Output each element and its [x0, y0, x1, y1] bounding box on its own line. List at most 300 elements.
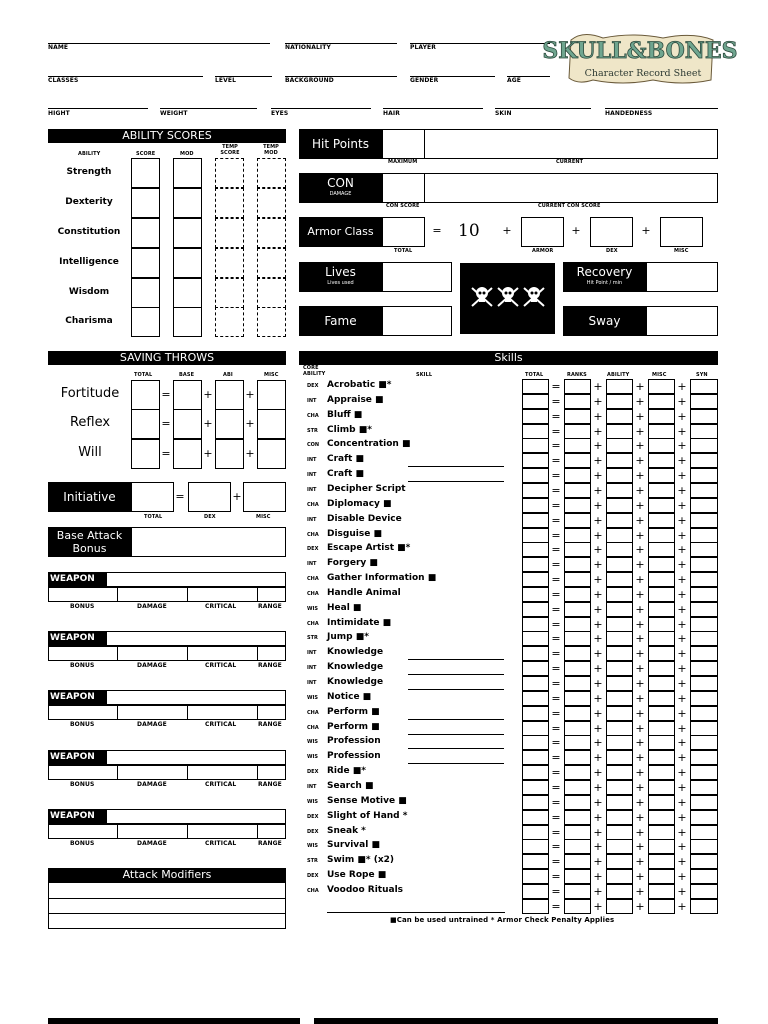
- height-field[interactable]: [48, 107, 148, 109]
- skill-ranks-box[interactable]: [564, 795, 591, 810]
- ability-temp-score-box[interactable]: [215, 248, 244, 278]
- skill-ranks-box[interactable]: [564, 379, 591, 394]
- skill-total-box[interactable]: [522, 676, 549, 691]
- skill-misc-box[interactable]: [648, 468, 675, 483]
- skill-syn-box[interactable]: [690, 735, 718, 750]
- skill-misc-box[interactable]: [648, 691, 675, 706]
- weapon-bonus-field[interactable]: [48, 705, 118, 720]
- skill-total-box[interactable]: [522, 899, 549, 914]
- skill-total-box[interactable]: [522, 498, 549, 513]
- ac-dex-box[interactable]: [590, 217, 633, 247]
- skill-misc-box[interactable]: [648, 825, 675, 840]
- skill-name: Concentration ■: [327, 439, 411, 449]
- skill-misc-box[interactable]: [648, 899, 675, 914]
- weapon-critical-field[interactable]: [187, 587, 258, 602]
- bab-line-2: Bonus: [72, 542, 107, 555]
- skill-ranks-box[interactable]: [564, 750, 591, 765]
- skill-total-box[interactable]: [522, 631, 549, 646]
- initiative-total-box[interactable]: [131, 482, 174, 512]
- skill-syn-box[interactable]: [690, 409, 718, 424]
- weapon-damage-field[interactable]: [117, 705, 188, 720]
- con-score-box[interactable]: [382, 173, 425, 203]
- skill-misc-box[interactable]: [648, 780, 675, 795]
- hair-field[interactable]: [383, 107, 483, 109]
- skill-ability-box[interactable]: [606, 676, 633, 691]
- skill-ability-box[interactable]: [606, 735, 633, 750]
- save-abi-box[interactable]: [215, 409, 244, 439]
- skill-ranks-box[interactable]: [564, 453, 591, 468]
- recovery-box[interactable]: [646, 262, 718, 292]
- skill-misc-box[interactable]: [648, 572, 675, 587]
- skill-syn-box[interactable]: [690, 884, 718, 899]
- skin-field[interactable]: [495, 107, 591, 109]
- skill-row: [300, 424, 720, 439]
- skills-col-total: TOTAL: [525, 372, 544, 378]
- skill-total-box[interactable]: [522, 513, 549, 528]
- skill-ranks-box[interactable]: [564, 676, 591, 691]
- skill-total-box[interactable]: [522, 839, 549, 854]
- skill-syn-box[interactable]: [690, 661, 718, 676]
- ability-score-box[interactable]: [131, 218, 160, 248]
- skill-total-box[interactable]: [522, 780, 549, 795]
- skill-name: Intimidate ■: [327, 618, 392, 628]
- ability-score-box[interactable]: [131, 307, 160, 337]
- skill-misc-box[interactable]: [648, 587, 675, 602]
- weapon-range-field[interactable]: [257, 646, 286, 661]
- skill-misc-box[interactable]: [648, 528, 675, 543]
- ability-temp-mod-box[interactable]: [257, 278, 286, 308]
- skill-syn-box[interactable]: [690, 825, 718, 840]
- ability-temp-mod-box[interactable]: [257, 158, 286, 188]
- skill-misc-box[interactable]: [648, 498, 675, 513]
- ability-score-box[interactable]: [131, 248, 160, 278]
- skill-ranks-box[interactable]: [564, 602, 591, 617]
- skill-ranks-box[interactable]: [564, 661, 591, 676]
- lives-box[interactable]: [382, 262, 452, 292]
- skill-misc-box[interactable]: [648, 513, 675, 528]
- weapon-damage-field[interactable]: [117, 587, 188, 602]
- skill-syn-box[interactable]: [690, 542, 718, 557]
- initiative-dex-box[interactable]: [188, 482, 231, 512]
- ability-temp-mod-box[interactable]: [257, 248, 286, 278]
- skill-name: Disguise ■: [327, 529, 382, 539]
- skill-syn-box[interactable]: [690, 498, 718, 513]
- skill-ability-box[interactable]: [606, 825, 633, 840]
- skill-ranks-box[interactable]: [564, 765, 591, 780]
- skill-ranks-box[interactable]: [564, 617, 591, 632]
- skill-misc-box[interactable]: [648, 735, 675, 750]
- weapon-critical-field[interactable]: [187, 646, 258, 661]
- skill-syn-box[interactable]: [690, 854, 718, 869]
- save-total-box[interactable]: [131, 409, 160, 439]
- skill-total-box[interactable]: [522, 869, 549, 884]
- ability-mod-box[interactable]: [173, 278, 202, 308]
- skill-total-box[interactable]: [522, 795, 549, 810]
- skill-misc-box[interactable]: [648, 839, 675, 854]
- skill-ability-box[interactable]: [606, 572, 633, 587]
- skill-subtype-line[interactable]: [408, 659, 504, 660]
- ability-name-wisdom: Wisdom: [68, 287, 110, 297]
- skill-misc-box[interactable]: [648, 453, 675, 468]
- skill-row: [300, 884, 720, 899]
- skill-ability-box[interactable]: [606, 780, 633, 795]
- weapon-name-field[interactable]: [106, 690, 286, 705]
- skill-ranks-box[interactable]: [564, 542, 591, 557]
- skill-syn-box[interactable]: [690, 468, 718, 483]
- skill-ranks-box[interactable]: [564, 780, 591, 795]
- save-misc-box[interactable]: [257, 380, 286, 410]
- skill-ability-box[interactable]: [606, 542, 633, 557]
- skill-equals: =: [551, 885, 561, 898]
- skill-ranks-box[interactable]: [564, 631, 591, 646]
- ability-score-box[interactable]: [131, 278, 160, 308]
- skill-ability-box[interactable]: [606, 483, 633, 498]
- skill-ranks-box[interactable]: [564, 721, 591, 736]
- skill-row: [300, 438, 720, 453]
- skill-ability-box[interactable]: [606, 528, 633, 543]
- ability-score-box[interactable]: [131, 188, 160, 218]
- skill-misc-box[interactable]: [648, 424, 675, 439]
- skill-total-box[interactable]: [522, 810, 549, 825]
- skill-total-box[interactable]: [522, 557, 549, 572]
- skill-syn-box[interactable]: [690, 839, 718, 854]
- skill-syn-box[interactable]: [690, 721, 718, 736]
- skill-ability-box[interactable]: [606, 691, 633, 706]
- skill-ability-box[interactable]: [606, 884, 633, 899]
- skill-misc-box[interactable]: [648, 661, 675, 676]
- save-total-box[interactable]: [131, 380, 160, 410]
- weapon-critical-field[interactable]: [187, 765, 258, 780]
- weapon-bonus-field[interactable]: [48, 587, 118, 602]
- skill-plus: +: [635, 425, 645, 438]
- skill-total-box[interactable]: [522, 706, 549, 721]
- skill-syn-box[interactable]: [690, 810, 718, 825]
- skill-total-box[interactable]: [522, 542, 549, 557]
- weapon-damage-field[interactable]: [117, 765, 188, 780]
- skill-total-box[interactable]: [522, 617, 549, 632]
- weapon-range-field[interactable]: [257, 705, 286, 720]
- skill-total-box[interactable]: [522, 854, 549, 869]
- skill-ranks-box[interactable]: [564, 869, 591, 884]
- weapon-critical-field[interactable]: [187, 824, 258, 839]
- skill-syn-box[interactable]: [690, 631, 718, 646]
- skill-syn-box[interactable]: [690, 438, 718, 453]
- ability-temp-mod-box[interactable]: [257, 307, 286, 337]
- save-abi-box[interactable]: [215, 439, 244, 469]
- skill-total-box[interactable]: [522, 587, 549, 602]
- hit-points-current-box[interactable]: [424, 129, 718, 159]
- skill-syn-box[interactable]: [690, 869, 718, 884]
- skill-plus: +: [593, 439, 603, 452]
- ability-temp-score-box[interactable]: [215, 218, 244, 248]
- skill-syn-box[interactable]: [690, 602, 718, 617]
- skill-ranks-box[interactable]: [564, 424, 591, 439]
- skill-subtype-line[interactable]: [408, 748, 504, 749]
- skill-syn-box[interactable]: [690, 513, 718, 528]
- skill-syn-box[interactable]: [690, 750, 718, 765]
- skill-syn-box[interactable]: [690, 379, 718, 394]
- ability-score-box[interactable]: [131, 158, 160, 188]
- weapon-bonus-field[interactable]: [48, 824, 118, 839]
- skill-total-box[interactable]: [522, 765, 549, 780]
- skill-ability-box[interactable]: [606, 498, 633, 513]
- skill-total-box[interactable]: [522, 572, 549, 587]
- skill-ability-box[interactable]: [606, 409, 633, 424]
- skill-syn-box[interactable]: [690, 572, 718, 587]
- initiative-misc-box[interactable]: [243, 482, 286, 512]
- skill-syn-box[interactable]: [690, 557, 718, 572]
- skill-syn-box[interactable]: [690, 899, 718, 914]
- ability-mod-box[interactable]: [173, 158, 202, 188]
- ability-temp-mod-box[interactable]: [257, 218, 286, 248]
- skill-misc-box[interactable]: [648, 721, 675, 736]
- ac-armor-box[interactable]: [521, 217, 564, 247]
- skill-misc-box[interactable]: [648, 676, 675, 691]
- skill-misc-box[interactable]: [648, 379, 675, 394]
- skill-syn-box[interactable]: [690, 453, 718, 468]
- hit-points-maximum-box[interactable]: [382, 129, 425, 159]
- ability-temp-score-box[interactable]: [215, 307, 244, 337]
- skill-ranks-box[interactable]: [564, 899, 591, 914]
- sway-box[interactable]: [646, 306, 718, 336]
- skill-syn-box[interactable]: [690, 780, 718, 795]
- skill-ranks-box[interactable]: [564, 468, 591, 483]
- skill-row: [300, 721, 720, 736]
- skill-ability-box[interactable]: [606, 706, 633, 721]
- skill-ranks-box[interactable]: [564, 735, 591, 750]
- ability-mod-box[interactable]: [173, 188, 202, 218]
- skill-name: Perform ■: [327, 707, 380, 717]
- skill-ranks-box[interactable]: [564, 839, 591, 854]
- skill-ability-box[interactable]: [606, 795, 633, 810]
- skill-ability-box[interactable]: [606, 379, 633, 394]
- skill-total-box[interactable]: [522, 646, 549, 661]
- skill-ability-box[interactable]: [606, 854, 633, 869]
- skill-ability-box[interactable]: [606, 810, 633, 825]
- weapon-name-field[interactable]: [106, 750, 286, 765]
- ability-temp-score-box[interactable]: [215, 188, 244, 218]
- skill-total-box[interactable]: [522, 453, 549, 468]
- weapon-name-field[interactable]: [106, 631, 286, 646]
- skill-misc-box[interactable]: [648, 765, 675, 780]
- skill-row: [300, 735, 720, 750]
- skill-ability-box[interactable]: [606, 765, 633, 780]
- save-total-box[interactable]: [131, 439, 160, 469]
- skill-total-box[interactable]: [522, 483, 549, 498]
- ability-mod-box[interactable]: [173, 307, 202, 337]
- skill-misc-box[interactable]: [648, 750, 675, 765]
- skill-ability-box[interactable]: [606, 869, 633, 884]
- skill-syn-box[interactable]: [690, 646, 718, 661]
- skill-ranks-box[interactable]: [564, 409, 591, 424]
- weapon-name-field[interactable]: [106, 572, 286, 587]
- skill-misc-box[interactable]: [648, 795, 675, 810]
- save-base-box[interactable]: [173, 409, 202, 439]
- current-con-score-box[interactable]: [424, 173, 718, 203]
- skill-equals: =: [551, 796, 561, 809]
- skill-ability-box[interactable]: [606, 513, 633, 528]
- skill-misc-box[interactable]: [648, 869, 675, 884]
- save-abi-box[interactable]: [215, 380, 244, 410]
- skill-ranks-box[interactable]: [564, 483, 591, 498]
- skill-misc-box[interactable]: [648, 542, 675, 557]
- skill-row: [300, 513, 720, 528]
- weight-field[interactable]: [160, 107, 257, 109]
- skill-custom-line[interactable]: [327, 912, 505, 913]
- weapon-range-field[interactable]: [257, 587, 286, 602]
- skill-total-box[interactable]: [522, 438, 549, 453]
- skill-misc-box[interactable]: [648, 706, 675, 721]
- col-mod-label: MOD: [180, 151, 194, 157]
- save-base-box[interactable]: [173, 380, 202, 410]
- skill-ranks-box[interactable]: [564, 810, 591, 825]
- ac-total-box[interactable]: [382, 217, 425, 247]
- skill-ability-box[interactable]: [606, 557, 633, 572]
- save-misc-box[interactable]: [257, 409, 286, 439]
- skill-ability-box[interactable]: [606, 617, 633, 632]
- skill-ability-box[interactable]: [606, 424, 633, 439]
- skill-ability-box[interactable]: [606, 899, 633, 914]
- skill-ranks-box[interactable]: [564, 706, 591, 721]
- skill-ranks-box[interactable]: [564, 528, 591, 543]
- skill-total-box[interactable]: [522, 825, 549, 840]
- skill-total-box[interactable]: [522, 661, 549, 676]
- ability-temp-mod-box[interactable]: [257, 188, 286, 218]
- skill-syn-box[interactable]: [690, 795, 718, 810]
- skill-subtype-line[interactable]: [408, 674, 504, 675]
- skill-misc-box[interactable]: [648, 394, 675, 409]
- skill-ability-box[interactable]: [606, 453, 633, 468]
- skill-ranks-box[interactable]: [564, 513, 591, 528]
- weapon-range-field[interactable]: [257, 824, 286, 839]
- skill-total-box[interactable]: [522, 394, 549, 409]
- skill-ranks-box[interactable]: [564, 646, 591, 661]
- skill-misc-box[interactable]: [648, 810, 675, 825]
- skill-ranks-box[interactable]: [564, 854, 591, 869]
- skill-misc-box[interactable]: [648, 557, 675, 572]
- skill-misc-box[interactable]: [648, 438, 675, 453]
- skill-subtype-line[interactable]: [408, 719, 504, 720]
- skill-total-box[interactable]: [522, 468, 549, 483]
- save-misc-box[interactable]: [257, 439, 286, 469]
- col-ability-label: ABILITY: [78, 151, 101, 157]
- skill-total-box[interactable]: [522, 528, 549, 543]
- skill-total-box[interactable]: [522, 735, 549, 750]
- skill-ability-box[interactable]: [606, 839, 633, 854]
- skill-syn-box[interactable]: [690, 528, 718, 543]
- skill-misc-box[interactable]: [648, 884, 675, 899]
- skill-ranks-box[interactable]: [564, 825, 591, 840]
- skill-ranks-box[interactable]: [564, 498, 591, 513]
- skill-ability-box[interactable]: [606, 646, 633, 661]
- skill-ability-box[interactable]: [606, 602, 633, 617]
- skill-ability-box[interactable]: [606, 468, 633, 483]
- skill-total-box[interactable]: [522, 424, 549, 439]
- weapon-critical-field[interactable]: [187, 705, 258, 720]
- skill-ranks-box[interactable]: [564, 557, 591, 572]
- skill-syn-box[interactable]: [690, 394, 718, 409]
- name-field[interactable]: [48, 42, 270, 44]
- skill-syn-box[interactable]: [690, 706, 718, 721]
- skill-ability-box[interactable]: [606, 587, 633, 602]
- skill-ability: INT: [307, 561, 317, 567]
- ability-mod-box[interactable]: [173, 218, 202, 248]
- skill-total-box[interactable]: [522, 721, 549, 736]
- skill-syn-box[interactable]: [690, 691, 718, 706]
- skill-ability-box[interactable]: [606, 438, 633, 453]
- handedness-field[interactable]: [605, 107, 718, 109]
- attack-modifiers-box[interactable]: [48, 882, 286, 929]
- skill-misc-box[interactable]: [648, 854, 675, 869]
- skill-syn-box[interactable]: [690, 483, 718, 498]
- skill-subtype-line[interactable]: [408, 466, 504, 467]
- skill-ranks-box[interactable]: [564, 572, 591, 587]
- skill-row: [300, 587, 720, 602]
- skill-misc-box[interactable]: [648, 617, 675, 632]
- skill-ability-box[interactable]: [606, 661, 633, 676]
- skill-misc-box[interactable]: [648, 602, 675, 617]
- ability-temp-score-box[interactable]: [215, 158, 244, 188]
- skill-name: Decipher Script: [327, 484, 406, 494]
- skill-total-box[interactable]: [522, 750, 549, 765]
- skill-ranks-box[interactable]: [564, 438, 591, 453]
- skill-misc-box[interactable]: [648, 409, 675, 424]
- skill-syn-box[interactable]: [690, 765, 718, 780]
- base-attack-bonus-box[interactable]: [131, 527, 286, 557]
- skill-ability-box[interactable]: [606, 394, 633, 409]
- skill-equals: =: [551, 558, 561, 571]
- weapon-name-field[interactable]: [106, 809, 286, 824]
- save-plus: +: [203, 388, 213, 401]
- skill-total-box[interactable]: [522, 379, 549, 394]
- save-base-box[interactable]: [173, 439, 202, 469]
- skill-ranks-box[interactable]: [564, 394, 591, 409]
- weapon-damage-field[interactable]: [117, 646, 188, 661]
- skill-syn-box[interactable]: [690, 617, 718, 632]
- ability-name-constitution: Constitution: [57, 227, 121, 237]
- skill-subtype-line[interactable]: [408, 689, 504, 690]
- ability-mod-box[interactable]: [173, 248, 202, 278]
- skill-plus: +: [677, 662, 687, 675]
- skill-total-box[interactable]: [522, 884, 549, 899]
- ac-misc-box[interactable]: [660, 217, 703, 247]
- weapon-bonus-field[interactable]: [48, 765, 118, 780]
- ability-temp-score-box[interactable]: [215, 278, 244, 308]
- skill-syn-box[interactable]: [690, 676, 718, 691]
- skill-total-box[interactable]: [522, 602, 549, 617]
- skill-subtype-line[interactable]: [408, 481, 504, 482]
- skill-syn-box[interactable]: [690, 424, 718, 439]
- fame-box[interactable]: [382, 306, 452, 336]
- skill-misc-box[interactable]: [648, 483, 675, 498]
- skill-total-box[interactable]: [522, 691, 549, 706]
- eyes-field[interactable]: [271, 107, 371, 109]
- skill-syn-box[interactable]: [690, 587, 718, 602]
- skill-ability-box[interactable]: [606, 750, 633, 765]
- skill-misc-box[interactable]: [648, 646, 675, 661]
- weapon-range-field[interactable]: [257, 765, 286, 780]
- skill-ranks-box[interactable]: [564, 691, 591, 706]
- skill-subtype-line[interactable]: [408, 763, 504, 764]
- skill-ranks-box[interactable]: [564, 884, 591, 899]
- skill-total-box[interactable]: [522, 409, 549, 424]
- skill-ability-box[interactable]: [606, 631, 633, 646]
- skill-ability-box[interactable]: [606, 721, 633, 736]
- skill-ranks-box[interactable]: [564, 587, 591, 602]
- weapon-bonus-field[interactable]: [48, 646, 118, 661]
- weapon-damage-field[interactable]: [117, 824, 188, 839]
- skill-misc-box[interactable]: [648, 631, 675, 646]
